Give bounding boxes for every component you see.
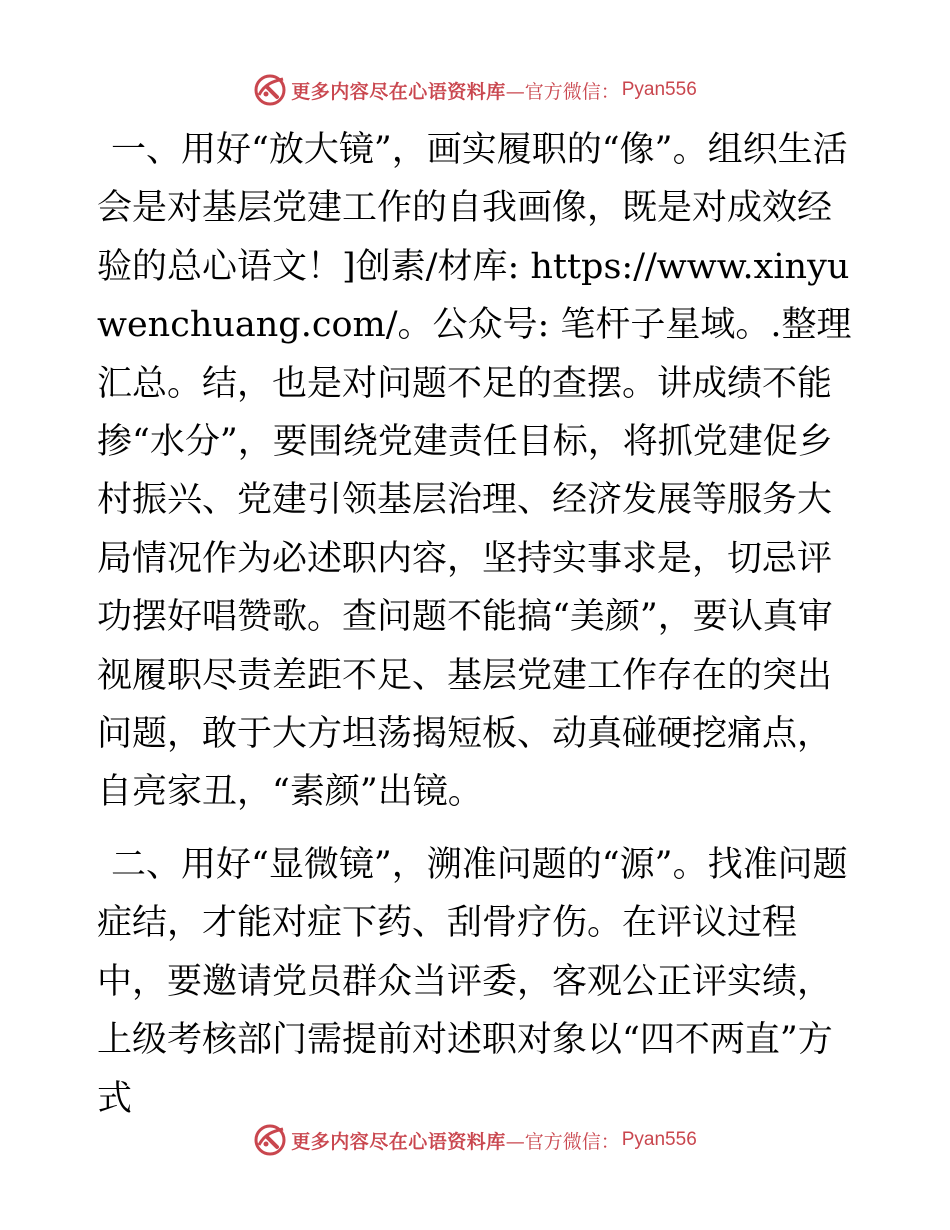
- paragraph-two: [97, 836, 857, 1128]
- paragraph-two-text: 二、用好“显微镜”，溯准问题的“源”。找准问题症结，才能对症下药、刮骨疗伤。在评议过程中，要邀请党员群众当评委，客观公正评实绩，上级考核部门需提前对述职对象以“四不两直”方式: [97, 844, 848, 1119]
- footer-library-text: 更多内容尽在心语资料库: [291, 1130, 506, 1153]
- header-contact-label: —官方微信：: [505, 80, 620, 103]
- library-logo-icon: [253, 73, 287, 107]
- header-library-text: 更多内容尽在心语资料库: [291, 80, 506, 103]
- footer-contact-label: —官方微信：: [505, 1130, 620, 1153]
- footer-wechat-id: Pyan556: [621, 1129, 697, 1150]
- paragraph-one: [97, 121, 857, 822]
- paragraph-one-text: 一、用好“放大镜”，画实履职的“像”。组织生活会是对基层党建工作的自我画像，既是对成效经验的总心语文！]创素/材库: https://www.xinyuwenchuang.com/。公众号: 笔杆子星域。.整理汇总。结，也是对问题不足的查摆。讲成绩不能掺“水分”，要围绕党建责任目标，将抓党建促乡村振兴、党建引领基层治理、经济发展等服务大局情况作为必述职内容，坚持实事求是，切忌评功摆好唱赞歌。查问题不能搞“美颜”，要认真审视履职尽责差距不足、基层党建工作存在的突出问题，敢于大方坦荡揭短板、动真碰硬挖痛点，自亮家丑，“素颜”出镜。: [97, 130, 852, 813]
- header-watermark: [0, 70, 950, 110]
- library-logo-icon: [253, 1123, 287, 1157]
- document-body: [97, 121, 857, 1128]
- header-wechat-id: Pyan556: [621, 79, 697, 100]
- footer-watermark: [0, 1120, 950, 1160]
